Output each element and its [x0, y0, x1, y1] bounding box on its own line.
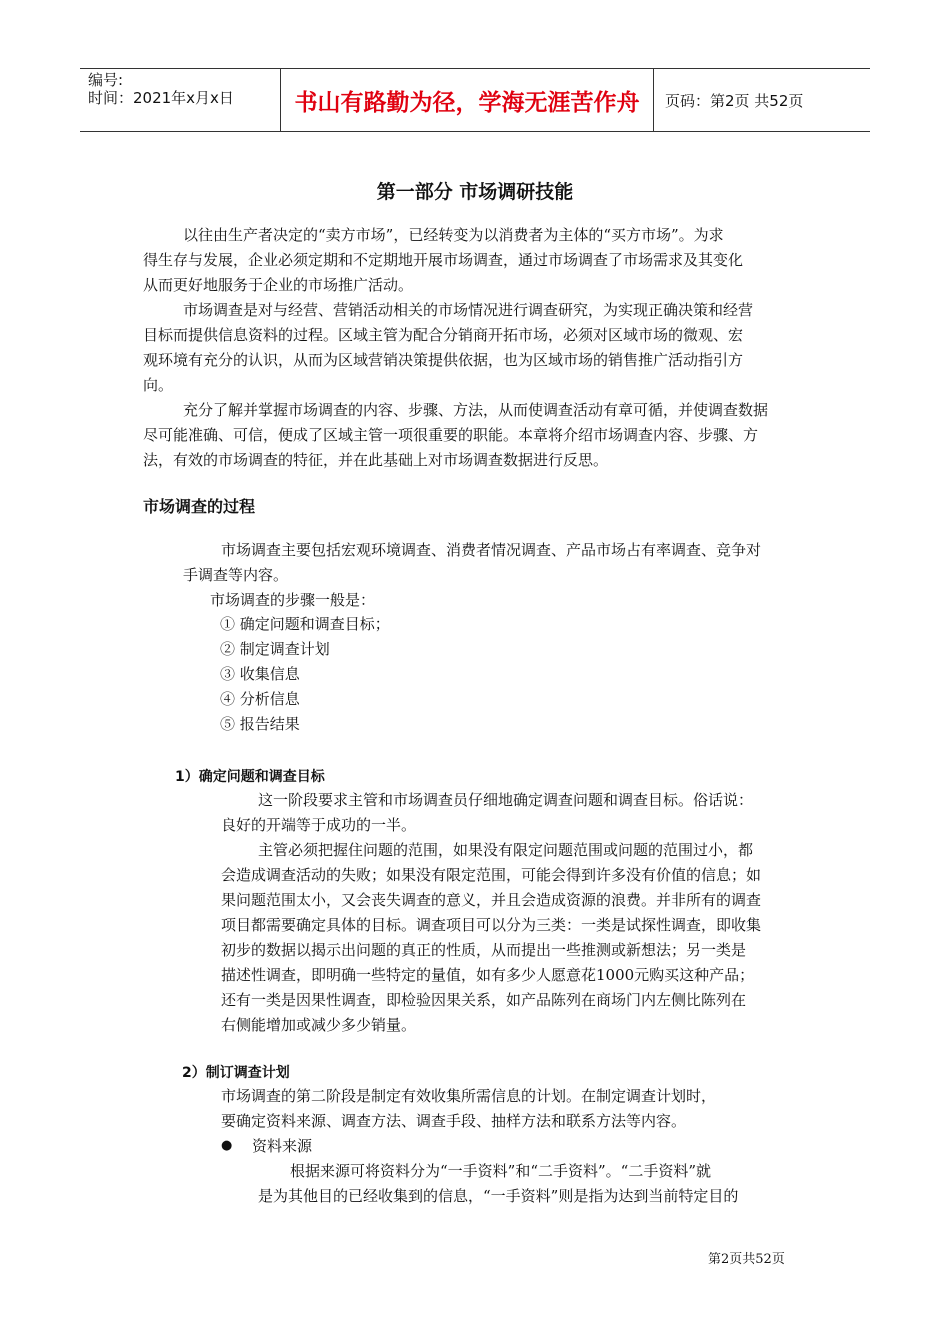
- sub1-line: 主管必须把握住问题的范围，如果没有限定问题范围或问题的范围过小，都: [258, 841, 754, 859]
- date-label: 时间：2021年x月x日: [88, 89, 234, 107]
- sub1-line: 这一阶段要求主管和市场调查员仔细地确定调查问题和调查目标。俗话说：: [258, 791, 754, 809]
- subsection-heading: 2）制订调查计划: [182, 1065, 290, 1081]
- section-line: 手调查等内容。: [183, 566, 289, 584]
- sub2-bullet-line: 根据来源可将资料分为“一手资料”和“二手资料”。“二手资料”就: [290, 1162, 712, 1180]
- intro-line: 观环境有充分的认识，从而为区域营销决策提供依据，也为区域市场的销售推广活动指引方: [143, 351, 744, 369]
- step-item: ③ 收集信息: [220, 665, 300, 683]
- sub1-line: 右侧能增加或减少多少销量。: [221, 1016, 417, 1034]
- page-title: 第一部分 市场调研技能: [376, 181, 574, 203]
- bullet-label: 资料来源: [252, 1137, 313, 1155]
- sub1-line: 初步的数据以揭示出问题的真正的性质，从而提出一些推测或新想法；另一类是: [221, 941, 747, 959]
- step-item: ② 制定调查计划: [220, 640, 330, 658]
- section-line: 市场调查的步骤一般是：: [210, 591, 376, 609]
- intro-line: 充分了解并掌握市场调查的内容、步骤、方法，从而使调查活动有章可循，并使调查数据: [183, 401, 769, 419]
- motto: 书山有路勤为径，学海无涯苦作舟: [280, 69, 654, 131]
- step-item: ⑤ 报告结果: [220, 715, 300, 733]
- section-line: 市场调查主要包括宏观环境调查、消费者情况调查、产品市场占有率调查、竞争对: [221, 541, 762, 559]
- intro-line: 尽可能准确、可信，便成了区域主管一项很重要的职能。本章将介绍市场调查内容、步骤、方: [143, 426, 759, 444]
- sub1-line: 描述性调查，即明确一些特定的量值，如有多少人愿意花1000元购买这种产品；: [221, 966, 755, 984]
- sub1-line: 良好的开端等于成功的一半。: [221, 816, 417, 834]
- sub2-bullet-line: 是为其他目的已经收集到的信息，“一手资料”则是指为达到当前特定目的: [258, 1187, 739, 1205]
- header-meta: [80, 69, 280, 131]
- page-label: 页码：第2页 共52页: [665, 91, 804, 110]
- intro-line: 以往由生产者决定的“卖方市场”，已经转变为以消费者为主体的“买方市场”。为求: [183, 226, 724, 244]
- section-heading: 市场调查的过程: [143, 497, 256, 516]
- number-label: 编号:: [88, 71, 124, 89]
- sub2-line: 市场调查的第二阶段是制定有效收集所需信息的计划。在制定调查计划时，: [221, 1087, 717, 1105]
- step-item: ① 确定问题和调查目标；: [220, 615, 390, 633]
- sub1-line: 项目都需要确定具体的目标。调查项目可以分为三类：一类是试探性调查，即收集: [221, 916, 762, 934]
- intro-line: 向。: [143, 376, 174, 394]
- intro-line: 从而更好地服务于企业的市场推广活动。: [143, 276, 414, 294]
- intro-line: 市场调查是对与经营、营销活动相关的市场情况进行调查研究，为实现正确决策和经营: [183, 301, 754, 319]
- intro-line: 法，有效的市场调查的特征，并在此基础上对市场调查数据进行反思。: [143, 451, 609, 469]
- bullet-icon: ●: [221, 1138, 233, 1153]
- step-item: ④ 分析信息: [220, 690, 300, 708]
- intro-line: 目标而提供信息资料的过程。区域主管为配合分销商开拓市场，必须对区域市场的微观、宏: [143, 326, 744, 344]
- page-header: [80, 68, 870, 132]
- sub2-line: 要确定资料来源、调查方法、调查手段、抽样方法和联系方法等内容。: [221, 1112, 687, 1130]
- sub1-line: 果问题范围太小，又会丧失调查的意义，并且会造成资源的浪费。并非所有的调查: [221, 891, 762, 909]
- sub1-line: 还有一类是因果性调查，即检验因果关系，如产品陈列在商场门内左侧比陈列在: [221, 991, 747, 1009]
- sub1-line: 会造成调查活动的失败；如果没有限定范围，可能会得到许多没有价值的信息；如: [221, 866, 762, 884]
- intro-line: 得生存与发展，企业必须定期和不定期地开展市场调查，通过市场调查了市场需求及其变化: [143, 251, 744, 269]
- subsection-heading: 1）确定问题和调查目标: [175, 769, 325, 785]
- page-footer: 第2页共52页: [708, 1252, 785, 1267]
